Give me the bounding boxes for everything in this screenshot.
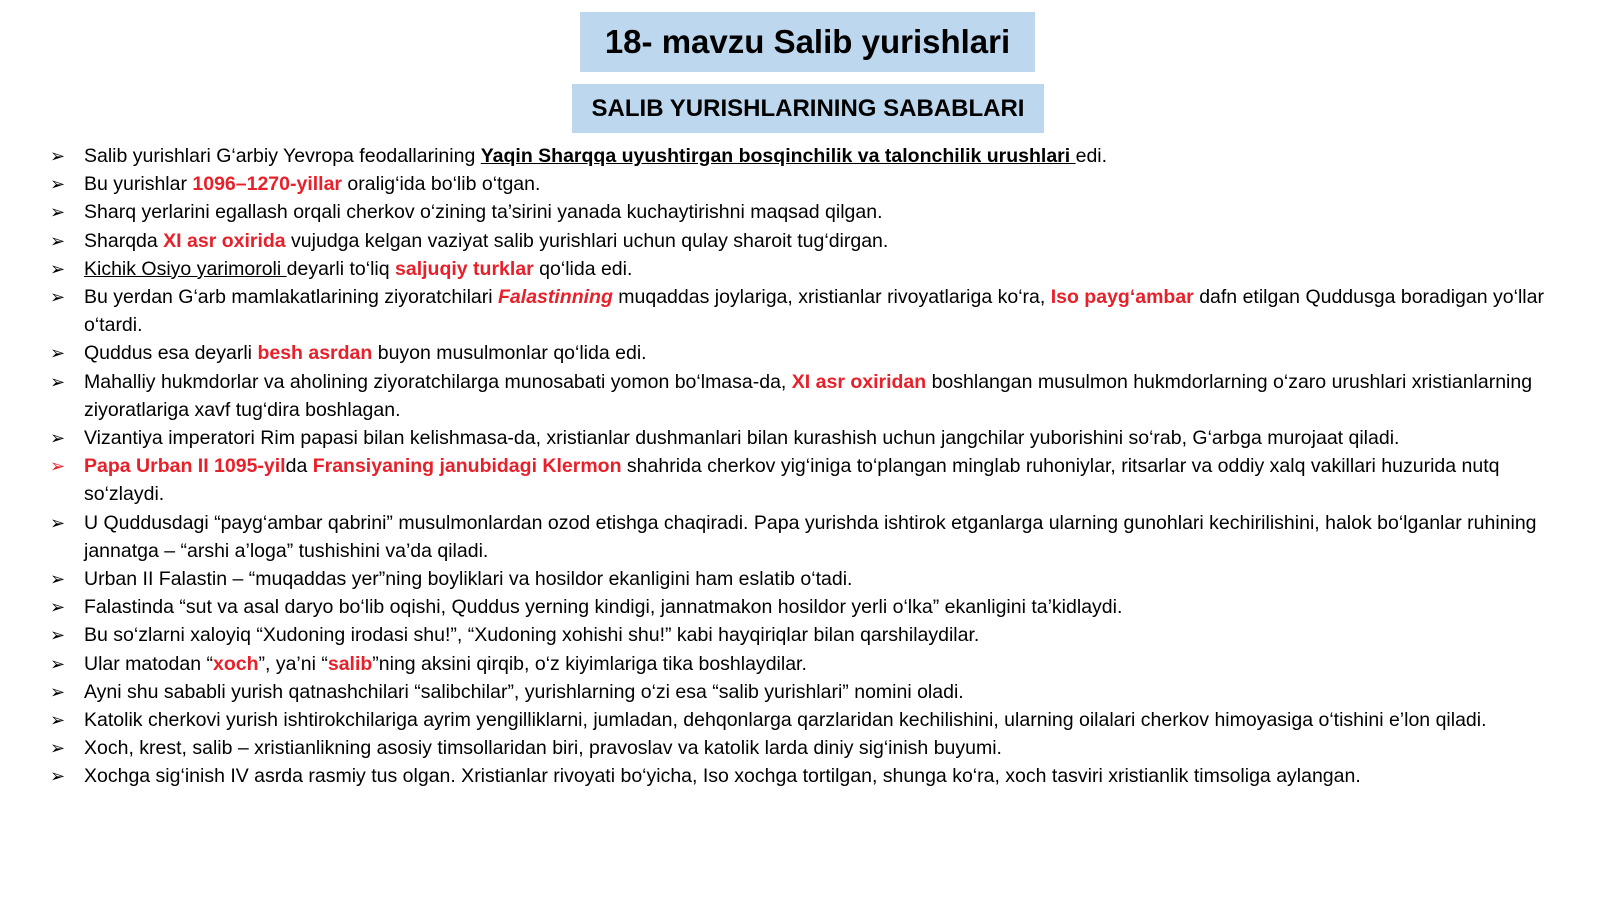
list-item: ➢ Ayni shu sababli yurish qatnashchilari “salibchilar”, yurishlarning o‘zi esa “salib yurishlari” nomini oladi. xyxy=(50,678,1550,706)
arrow-bullet-icon: ➢ xyxy=(50,653,66,674)
arrow-bullet-icon: ➢ xyxy=(50,512,66,533)
arrow-bullet-icon: ➢ xyxy=(50,174,66,195)
list-item: ➢ Papa Urban II 1095-yilda Fransiyaning janubidagi Klermon shahrida cherkov yig‘iniga to‘plangan minglab ruhoniylar, ritsarlar va oddiy xalq vakillari huzurida nutq so‘zlaydi. xyxy=(50,452,1550,508)
list-item: ➢ Salib yurishlari G‘arbiy Yevropa feodallarining Yaqin Sharqqa uyushtirgan bosqinchilik va talonchilik urushlari edi. xyxy=(50,142,1550,170)
arrow-bullet-icon: ➢ xyxy=(50,258,66,279)
list-item: ➢ Bu yerdan G‘arb mamlakatlarining ziyoratchilari Falastinning muqaddas joylariga, xristianlar rivoyatlariga ko‘ra, Iso payg‘ambar dafn etilgan Quddusga boradigan yo‘llar o‘tardi. xyxy=(50,283,1550,339)
arrow-bullet-icon: ➢ xyxy=(50,569,66,590)
subtitle-box xyxy=(572,84,1044,133)
page-title: 18- mavzu Salib yurishlari xyxy=(604,23,1011,60)
list-item: ➢ Falastinda “sut va asal daryo bo‘lib oqishi, Quddus yerning kindigi, jannatmakon hosildor yerli o‘lka” ekanligini ta’kidlaydi. xyxy=(50,593,1550,621)
arrow-bullet-icon: ➢ xyxy=(50,230,66,251)
bullet-list xyxy=(50,142,1550,791)
list-item: ➢ Kichik Osiyo yarimoroli deyarli to‘liq saljuqiy turklar qo‘lida edi. xyxy=(50,255,1550,283)
arrow-bullet-icon: ➢ xyxy=(50,625,66,646)
arrow-bullet-icon: ➢ xyxy=(50,597,66,618)
arrow-bullet-icon: ➢ xyxy=(50,146,66,166)
list-item: ➢ Mahalliy hukmdorlar va aholining ziyoratchilarga munosabati yomon bo‘lmasa-da, XI asr oxiridan boshlangan musulmon hukmdorlarning o‘zaro urushlari xristianlarning ziyoratlariga xavf tug‘dira boshlagan. xyxy=(50,368,1550,424)
title-box xyxy=(580,12,1035,72)
list-item: ➢ Sharqda XI asr oxirida vujudga kelgan vaziyat salib yurishlari uchun qulay sharoit tug‘dirgan. xyxy=(50,227,1550,255)
list-item: ➢ U Quddusdagi “payg‘ambar qabrini” musulmonlardan ozod etishga chaqiradi. Papa yurishda ishtirok etganlarga ularning gunohlari kechirilishini, halok bo‘lganlar ruhining jannatga – “arshi a’loga” tushishini va’da qiladi. xyxy=(50,509,1550,565)
page-subtitle: SALIB YURISHLARINING SABABLARI xyxy=(591,94,1025,122)
arrow-bullet-icon: ➢ xyxy=(50,456,66,477)
list-item: ➢ Ular matodan “xoch”, ya’ni “salib”ning aksini qirqib, o‘z kiyimlariga tika boshlaydilar. xyxy=(50,650,1550,678)
list-item: ➢ Bu so‘zlarni xaloyiq “Xudoning irodasi shu!”, “Xudoning xohishi shu!” kabi hayqiriqlar bilan qarshilaydilar. xyxy=(50,621,1550,649)
arrow-bullet-icon: ➢ xyxy=(50,766,66,787)
list-item: ➢ Xochga sig‘inish IV asrda rasmiy tus olgan. Xristianlar rivoyati bo‘yicha, Iso xochga tortilgan, shunga ko‘ra, xoch tasviri xristianlik timsoliga aylangan. xyxy=(50,762,1550,790)
list-item: ➢ Vizantiya imperatori Rim papasi bilan kelishmasa-da, xristianlar dushmanlari bilan kurashish uchun jangchilar yuborishini so‘rab, G‘arbga murojaat qiladi. xyxy=(50,424,1550,452)
arrow-bullet-icon: ➢ xyxy=(50,428,66,449)
arrow-bullet-icon: ➢ xyxy=(50,710,66,731)
list-item: ➢ Quddus esa deyarli besh asrdan buyon musulmonlar qo‘lida edi. xyxy=(50,339,1550,367)
list-item: ➢ Sharq yerlarini egallash orqali cherkov o‘zining ta’sirini yanada kuchaytirishni maqsad qilgan. xyxy=(50,198,1550,226)
arrow-bullet-icon: ➢ xyxy=(50,287,66,308)
arrow-bullet-icon: ➢ xyxy=(50,681,66,702)
list-item: ➢ Xoch, krest, salib – xristianlikning asosiy timsollaridan biri, pravoslav va katolik larda diniy sig‘inish buyumi. xyxy=(50,734,1550,762)
arrow-bullet-icon: ➢ xyxy=(50,343,66,364)
list-item: ➢ Bu yurishlar 1096–1270-yillar oralig‘ida bo‘lib o‘tgan. xyxy=(50,170,1550,198)
arrow-bullet-icon: ➢ xyxy=(50,738,66,759)
list-item: ➢ Urban II Falastin – “muqaddas yer”ning boyliklari va hosildor ekanligini ham eslatib o‘tadi. xyxy=(50,565,1550,593)
arrow-bullet-icon: ➢ xyxy=(50,371,66,392)
arrow-bullet-icon: ➢ xyxy=(50,202,66,223)
list-item: ➢ Katolik cherkovi yurish ishtirokchilariga ayrim yengilliklarni, jumladan, dehqonlarga qarzlaridan kechilishini, ularning oilalari cherkov himoyasiga o‘tishini e’lon qiladi. xyxy=(50,706,1550,734)
